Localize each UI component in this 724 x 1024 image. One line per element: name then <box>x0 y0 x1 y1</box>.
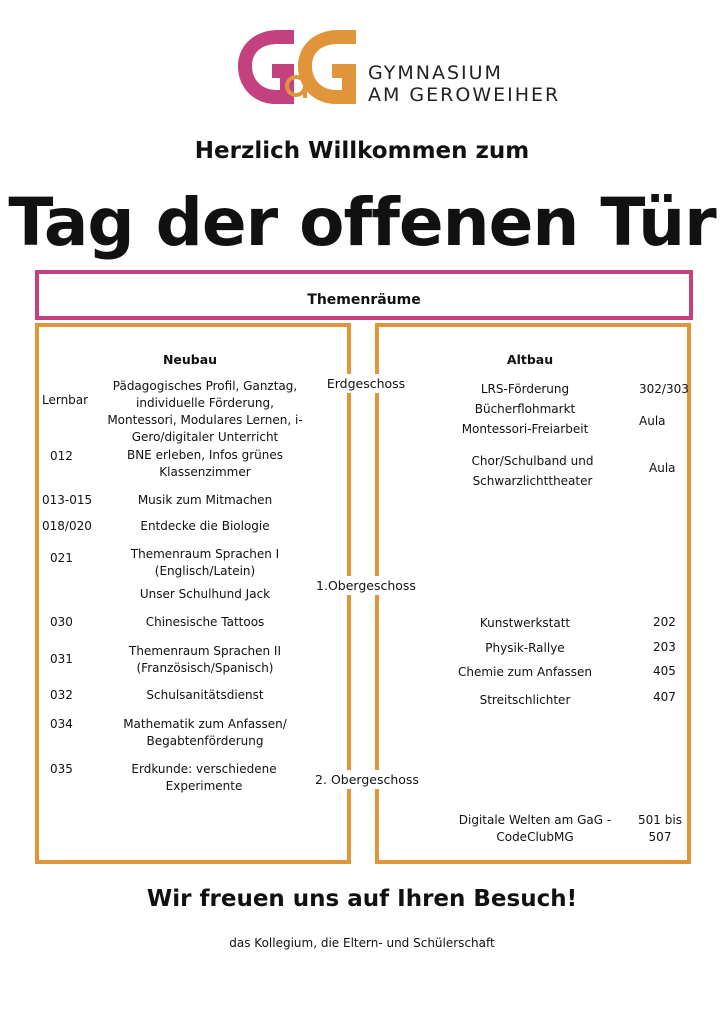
section-title: Themenräume <box>307 292 421 308</box>
page-title: Tag der offenen Tür <box>8 184 716 261</box>
school-name <box>368 62 560 106</box>
room-number: 202 <box>653 615 676 629</box>
room-number: 031 <box>50 652 73 666</box>
room-number: 013-015 <box>42 493 93 507</box>
room-number: 302/303 <box>639 382 689 396</box>
room-topic: Mathematik zum Anfassen/ Begabtenförderung <box>123 717 287 748</box>
room-topic: Entdecke die Biologie <box>140 519 270 533</box>
room-number: 021 <box>50 551 73 565</box>
closing-message: Wir freuen uns auf Ihren Besuch! <box>146 886 578 912</box>
school-name-line2: AM GEROWEIHER <box>368 84 561 106</box>
school-logo-icon <box>232 24 362 108</box>
room-topic: Musik zum Mitmachen <box>137 493 273 507</box>
room-number: Lernbar <box>42 393 89 407</box>
floor-label-ground: Erdgeschoss <box>316 374 416 393</box>
room-topic: Themenraum Sprachen I (Englisch/Latein) <box>130 547 280 578</box>
room-number: 018/020 <box>42 519 92 533</box>
room-topic: Streitschlichter <box>479 693 571 707</box>
room-number: 405 <box>653 664 676 678</box>
floor-label-first: 1.Obergeschoss <box>310 576 422 595</box>
welcome-heading: Herzlich Willkommen zum <box>194 138 530 164</box>
room-number: 030 <box>50 615 73 629</box>
room-topic: Digitale Welten am GaG - CodeClubMG <box>458 813 612 844</box>
room-number: 034 <box>50 717 73 731</box>
room-number: 032 <box>50 688 73 702</box>
neubau-heading: Neubau <box>162 352 218 367</box>
closing-signature: das Kollegium, die Eltern- und Schülerschaft <box>229 936 495 950</box>
room-topic: Erdkunde: verschiedene Experimente <box>131 762 277 793</box>
school-name-line1: GYMNASIUM <box>368 62 503 84</box>
room-topic: Montessori-Freiarbeit <box>461 422 589 436</box>
room-number: 203 <box>653 640 676 654</box>
room-topic: Kunstwerkstatt <box>479 616 571 630</box>
room-topic: Chor/Schulband und Schwarzlichttheater <box>471 454 594 488</box>
room-topic: Schulsanitätsdienst <box>146 688 264 702</box>
room-topic: BNE erleben, Infos grünes Klassenzimmer <box>126 448 284 479</box>
room-number: 012 <box>50 449 73 463</box>
altbau-heading: Altbau <box>506 352 554 367</box>
floor-label-second: 2. Obergeschoss <box>308 770 426 789</box>
room-number: Aula <box>639 414 666 428</box>
room-topic: Pädagogisches Profil, Ganztag, individuelle Förderung, Montessori, Modulares Lernen, i-Gero/digitaler Unterricht <box>107 379 303 444</box>
room-number: 501 bis 507 <box>638 813 682 844</box>
room-topic: Chinesische Tattoos <box>145 615 265 629</box>
room-topic: LRS-Förderung <box>480 382 570 396</box>
room-number: 407 <box>653 690 676 704</box>
room-topic: Unser Schulhund Jack <box>139 587 271 601</box>
room-number: 035 <box>50 762 73 776</box>
room-topic: Chemie zum Anfassen <box>458 665 592 679</box>
room-topic: Physik-Rallye <box>485 641 565 655</box>
room-topic: Themenraum Sprachen II (Französisch/Spanisch) <box>129 644 281 675</box>
room-topic: Bücherflohmarkt <box>474 402 576 416</box>
room-number: Aula <box>649 461 676 475</box>
